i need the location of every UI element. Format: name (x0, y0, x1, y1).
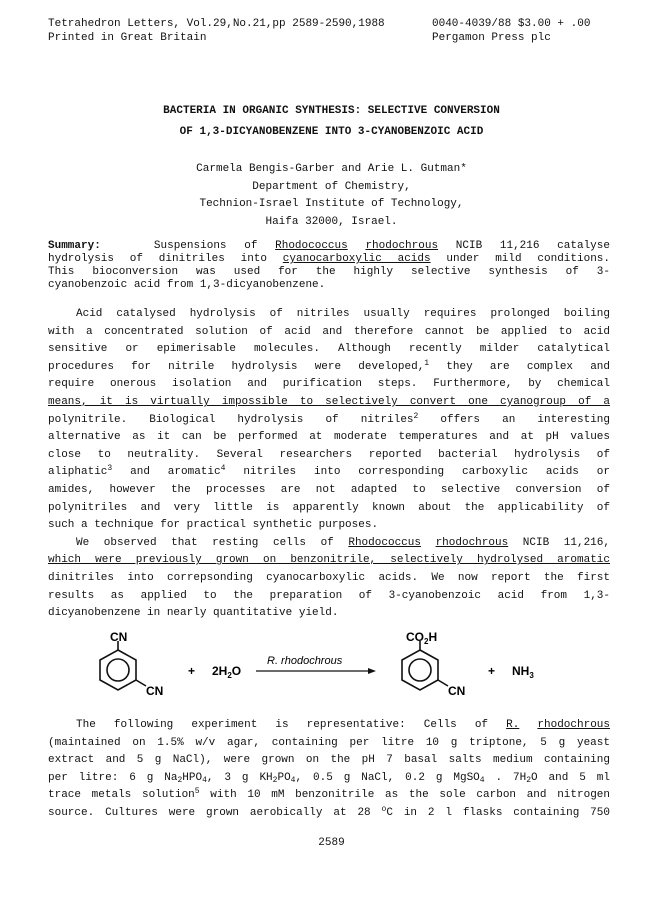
body-line (48, 805, 610, 823)
aromatic-circle (107, 659, 129, 681)
reference-mark: 1 (424, 358, 430, 368)
body-text: aliphatic (48, 466, 108, 479)
body-text: PO (277, 771, 291, 784)
body-text: procedures for nitrile hydrolysis were developed, (48, 360, 425, 373)
summary-label: Summary: (48, 240, 101, 252)
body-text: trace metals solution (48, 789, 195, 802)
body-line (48, 359, 610, 377)
title-line-1: BACTERIA IN ORGANIC SYNTHESIS: SELECTIVE CONVERSION (163, 105, 500, 117)
summary-line: cyanobenzoic acid from 1,3-dicyanobenzene. (48, 279, 326, 291)
reference-mark: 5 (194, 787, 200, 797)
body-underlined: which were previously grown on benzonitrile, selectively hydrolysed aromatic (48, 554, 610, 567)
subscript: 4 (290, 775, 296, 785)
summary-line (48, 253, 610, 266)
body-text: they are complex and (429, 360, 610, 373)
header-citation (48, 17, 385, 45)
substrate-ring (100, 641, 146, 690)
body-line (48, 770, 610, 788)
organism-genus: Rhodococcus (348, 536, 421, 549)
reaction-arrow (256, 668, 376, 674)
summary-line (48, 240, 610, 253)
author-department: Department of Chemistry, (252, 180, 411, 193)
body-underlined: means, it is virtually impossible to selectively convert one cyanogroup of a (48, 395, 610, 408)
summary-line: This bioconversion was used for the highly selective synthesis of 3- (48, 266, 610, 278)
body-text: We observed that resting cells of (76, 536, 349, 549)
summary-block (48, 240, 610, 292)
summary-text: NCIB 11,216 catalyse (438, 240, 610, 252)
degree-mark: o (381, 804, 387, 814)
water-subscript: 2 (227, 671, 232, 680)
body-line (48, 412, 610, 430)
author-institute: Technion-Israel Institute of Technology, (199, 198, 464, 210)
organism-genus: Rhodococcus (275, 240, 348, 252)
body-line: close to neutrality. Several researchers reported bacterial hydrolysis of (48, 448, 610, 461)
substrate-side-group: CN (146, 684, 164, 698)
subscript: 2 (526, 775, 532, 785)
body-line (48, 717, 610, 735)
body-text-intro (48, 306, 610, 623)
body-text: , 0.5 g NaCl, 0.2 g MgSO (295, 771, 480, 784)
title-line-2: OF 1,3-DICYANOBENZENE INTO 3-CYANOBENZOIC ACID (179, 126, 484, 138)
summary-underlined: cyanocarboxylic acids (282, 253, 431, 265)
reaction-scheme (80, 628, 600, 703)
reference-mark: 2 (413, 411, 419, 421)
body-line (48, 394, 610, 412)
carboxyl-h: H (428, 630, 438, 644)
body-line (48, 464, 610, 482)
body-line: require onerous isolation and purification steps. Furthermore, by chemical (48, 378, 610, 391)
body-text: . 7H (484, 771, 527, 784)
header-citation-line: Tetrahedron Letters, Vol.29,No.21,pp 2589-2590,1988 (48, 18, 385, 30)
subscript: 4 (479, 775, 485, 785)
water-reagent (212, 664, 241, 680)
body-line: dicyanobenzene in nearly quantitative yield. (48, 607, 339, 620)
header-press-line: Pergamon Press plc (432, 32, 551, 44)
plus-sign: + (488, 664, 496, 678)
article-title (0, 104, 663, 146)
header-publisher (432, 17, 590, 45)
catalyst-label: R. rhodochrous (267, 655, 343, 667)
body-text: NCIB 11,216, (508, 536, 610, 549)
body-text: HPO (182, 771, 203, 784)
body-text-experimental (48, 717, 610, 823)
body-line: with a concentrated solution of acid and therefore cannot be applied to acid (48, 325, 610, 338)
benzene-hexagon (100, 650, 136, 690)
organism-species: rhodochrous (365, 240, 439, 252)
body-text: C in 2 l flasks containing 750 (386, 806, 610, 819)
ammonia-subscript: 3 (529, 671, 534, 680)
body-text: with 10 mM benzonitrile as the sole carbon and nitrogen (199, 789, 610, 802)
header-price-line: 0040-4039/88 $3.00 + .00 (432, 18, 591, 30)
body-text: , 3 g KH (206, 771, 273, 784)
subscript: 2 (272, 775, 278, 785)
ammonia-product (512, 664, 534, 680)
body-line (48, 552, 610, 570)
body-line (48, 787, 610, 805)
body-text: The following experiment is representative: Cells of (76, 719, 507, 731)
body-line: such a technique for practical synthetic purposes. (48, 519, 379, 532)
body-line: sensitive or epimerisable molecules. Although recently milder catalytical (48, 343, 610, 356)
body-line: extract and 5 g NaCl), were grown on the pH 7 basal salts medium containing (48, 754, 610, 767)
ammonia-nh: NH (512, 664, 530, 678)
body-text: polynitrile. Biological hydrolysis of nitriles (48, 413, 414, 426)
body-text: nitriles into corresponding carboxylic acids or (225, 466, 610, 479)
body-line: (maintained on 1.5% w/v agar, containing per litre 10 g triptone, 5 g yeast (48, 736, 610, 749)
subscript: 4 (202, 775, 207, 785)
body-line: alternative as it can be performed at moderate temperatures and at pH values (48, 431, 610, 444)
reference-mark: 3 (107, 464, 113, 474)
body-text: source. Cultures were grown aerobically at 28 (48, 806, 382, 819)
substrate-top-group: CN (110, 630, 128, 644)
body-text: offers an interesting (418, 413, 610, 426)
organism-genus: R. (506, 719, 520, 731)
body-line: dinitriles into correpsonding cyanocarboxylic acids. We now report the first (48, 571, 610, 584)
organism-species: rhodochrous (435, 536, 509, 549)
benzene-hexagon (402, 650, 438, 690)
carboxyl-subscript: 2 (424, 637, 429, 646)
product-ring (402, 641, 448, 690)
author-city: Haifa 32000, Israel. (265, 215, 398, 228)
water-o: O (231, 664, 242, 678)
body-line: Acid catalysed hydrolysis of nitriles usually requires prolonged boiling (76, 308, 610, 320)
summary-text: under mild conditions. (430, 253, 610, 265)
author-block (0, 162, 663, 232)
bond-side (438, 680, 448, 686)
body-text: per litre: 6 g Na (48, 771, 178, 784)
product-top-group (406, 630, 437, 646)
body-line: results as applied to the preparation of 3-cyanobenzoic acid from 1,3- (48, 589, 610, 602)
carboxyl-co: CO (406, 630, 424, 644)
body-text: and aromatic (112, 466, 221, 479)
water-h: 2H (212, 664, 228, 678)
product-side-group: CN (448, 684, 466, 698)
aromatic-circle (409, 659, 431, 681)
body-text: O and 5 ml (531, 771, 610, 784)
summary-text: Suspensions of (153, 240, 276, 252)
subscript: 2 (177, 775, 183, 785)
page-number: 2589 (318, 837, 345, 849)
organism-species: rhodochrous (537, 719, 610, 731)
body-line: polynitriles and very little is apparently known about the applicability of (48, 501, 610, 514)
reference-mark: 4 (220, 464, 226, 474)
summary-text: hydrolysis of dinitriles into (48, 253, 283, 265)
plus-sign: + (188, 664, 196, 678)
body-line: amides, however the processes are not adapted to selective conversion of (48, 483, 610, 496)
bond-side (136, 680, 146, 686)
header-printed-line: Printed in Great Britain (48, 32, 207, 44)
author-names: Carmela Bengis-Garber and Arie L. Gutman* (196, 163, 467, 175)
body-line (48, 535, 610, 553)
